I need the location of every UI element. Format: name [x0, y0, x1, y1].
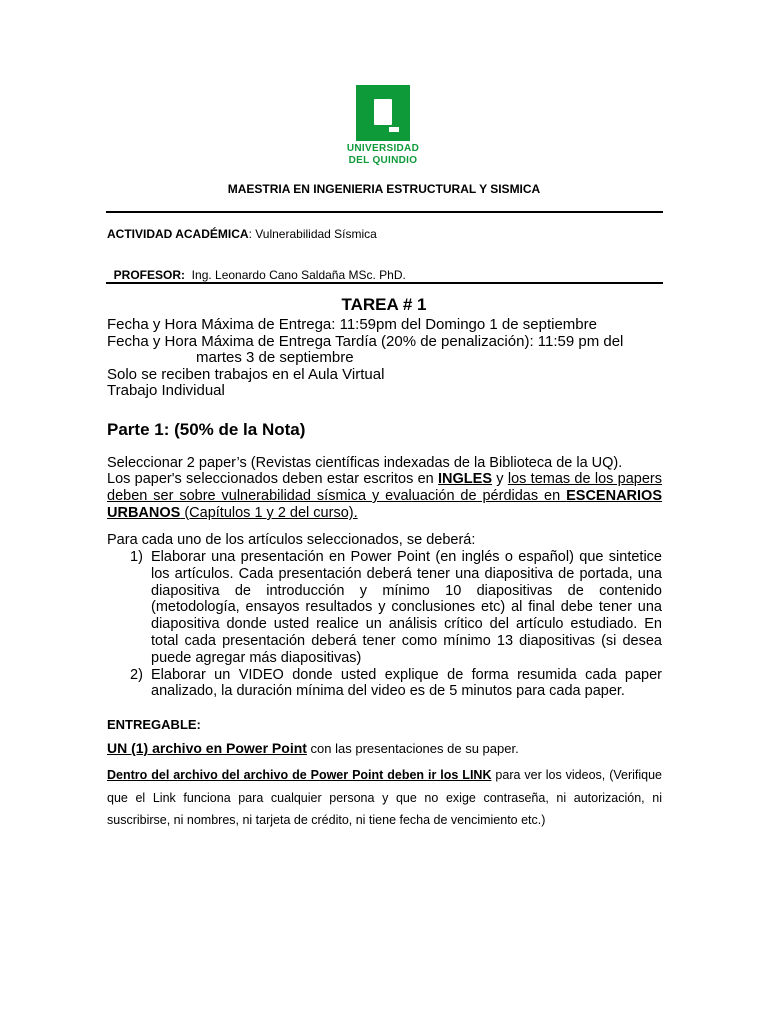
university-logo — [356, 85, 410, 141]
select-papers-text: Seleccionar 2 paper’s (Revistas científicas indexadas de la Biblioteca de la UQ). — [107, 455, 623, 471]
task-list — [107, 549, 662, 700]
deliverable-file-bold: UN (1) archivo en Power Point — [107, 740, 307, 756]
activity-line — [107, 227, 377, 241]
top-divider — [106, 211, 663, 213]
list-item-text: Elaborar una presentación en Power Point (en inglés o español) que sintetice los artículos. Cada presentación deberá tener una diapositiva de portada, una diapositiva de introducción y mínimo 10 diapositivas de contenido (metodología, ensayos resultados y conclusiones etc) al final debe tener una diapositiva donde usted realice un análisis crítico del artículo estudiado. En total cada presentación deberá tener como mínimo 13 diapositivas (si desea puede agregar más diapositivas) — [151, 549, 662, 666]
deliverable-file — [107, 740, 519, 756]
activity-label: ACTIVIDAD ACADÉMICA — [107, 227, 249, 241]
req-text-a: Los paper's seleccionados deben estar escritos en — [107, 471, 439, 487]
university-name — [330, 143, 436, 167]
logo-q-tail — [389, 127, 399, 132]
req-ingles: INGLES — [438, 471, 493, 487]
professor-value: Ing. Leonardo Cano Saldaña MSc. PhD. — [185, 268, 406, 282]
logo-line-2: DEL QUINDIO — [348, 155, 418, 166]
req-escenarios: ESCENARIOS URBANOS — [107, 488, 662, 521]
bottom-divider — [106, 282, 663, 284]
late-deadline-line: Fecha y Hora Máxima de Entrega Tardía (20% de penalización): 11:59 pm del — [107, 333, 624, 350]
deadline-line: Fecha y Hora Máxima de Entrega: 11:59pm del Domingo 1 de septiembre — [107, 316, 597, 333]
list-item-text: Elaborar un VIDEO donde usted explique de forma resumida cada paper analizado, la duración mínima del video es de 5 minutos para cada paper. — [151, 666, 662, 700]
professor-label: PROFESOR: — [113, 268, 186, 282]
deliverable-file-rest: con las presentaciones de su paper. — [306, 741, 519, 756]
per-article-intro: Para cada uno de los artículos seleccionados, se deberá: — [107, 532, 476, 548]
professor-line — [107, 254, 406, 282]
req-topics: los temas de los papers deben ser sobre vulnerabilidad sísmica y evaluación de pérdidas en — [107, 471, 663, 504]
deliverable-link-note — [107, 764, 662, 832]
deliverable-heading: ENTREGABLE: — [107, 717, 201, 732]
logo-q-shape — [374, 99, 392, 125]
req-chapters: (Capítulos 1 y 2 del curso). — [180, 505, 358, 521]
link-note-rest: para ver los videos, (Verifique que el Link funciona para cualquier persona y que no exige contraseña, ni autorización, ni suscribirse, ni nombres, ni tarjeta de crédito, ni tiene fecha de vencimiento etc.) — [107, 768, 663, 827]
list-item-number: 2) — [130, 666, 143, 683]
list-item — [107, 549, 662, 667]
activity-value: : Vulnerabilidad Sísmica — [248, 227, 377, 241]
list-item — [107, 667, 662, 701]
work-type: Trabajo Individual — [107, 382, 225, 399]
part1-heading: Parte 1: (50% de la Nota) — [107, 420, 306, 439]
logo-line-1: UNIVERSIDAD — [346, 143, 420, 154]
assignment-title: TAREA # 1 — [341, 295, 427, 314]
late-deadline-date: martes 3 de septiembre — [196, 349, 354, 366]
program-title: MAESTRIA EN INGENIERIA ESTRUCTURAL Y SISMICA — [227, 182, 541, 196]
paper-requirements — [107, 471, 662, 522]
list-item-number: 1) — [130, 549, 143, 565]
submission-note: Solo se reciben trabajos en el Aula Virtual — [107, 366, 385, 383]
req-and: y — [492, 471, 508, 487]
link-note-bold: Dentro del archivo del archivo de Power Point deben ir los LINK — [107, 768, 492, 782]
